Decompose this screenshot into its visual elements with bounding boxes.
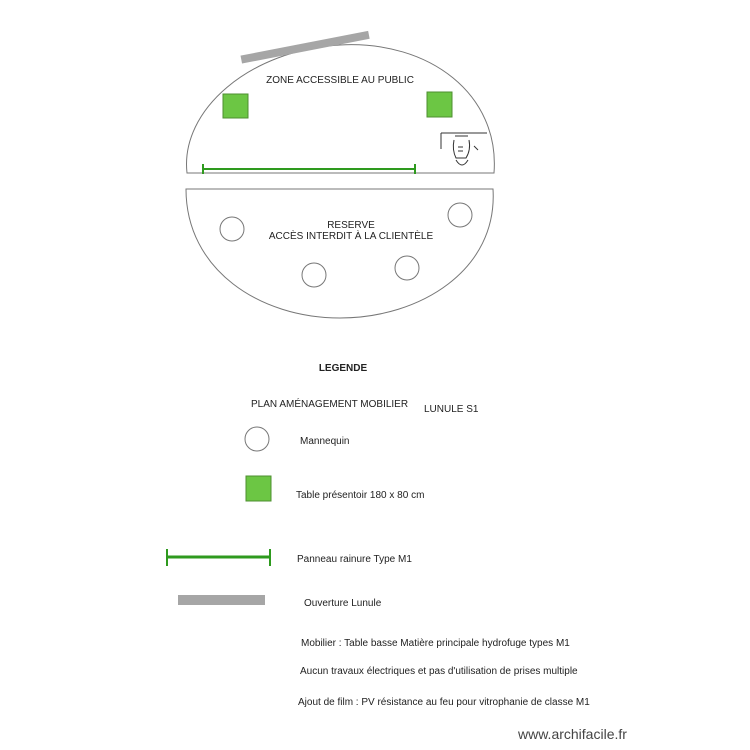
- public-zone-label: ZONE ACCESSIBLE AU PUBLIC: [266, 75, 414, 86]
- project-name: LUNULE S1: [424, 404, 479, 415]
- legend-item-table: Table présentoir 180 x 80 cm: [296, 490, 425, 501]
- mannequin: [395, 256, 419, 280]
- mannequin: [448, 203, 472, 227]
- legend-table-symbol: [246, 476, 271, 501]
- note-electrical: Aucun travaux électriques et pas d'utilisation de prises multiple: [300, 666, 578, 677]
- legend-item-mannequin: Mannequin: [300, 436, 350, 447]
- mannequin: [302, 263, 326, 287]
- reserve-zone-outline: [186, 189, 493, 318]
- note-furniture: Mobilier : Table basse Matière principale hydrofuge types M1: [301, 638, 570, 649]
- note-film: Ajout de film : PV résistance au feu pour vitrophanie de classe M1: [298, 697, 590, 708]
- reserve-restriction-label: ACCÈS INTERDIT À LA CLIENTÈLE: [268, 231, 434, 242]
- legend-title: LEGENDE: [318, 363, 368, 374]
- legend-item-panel: Panneau rainure Type M1: [297, 554, 412, 565]
- legend-item-opening: Ouverture Lunule: [304, 598, 382, 609]
- watermark: www.archifacile.fr: [518, 726, 627, 742]
- display-table-left: [223, 94, 248, 118]
- legend-subtitle: PLAN AMÉNAGEMENT MOBILIER: [251, 399, 409, 410]
- reserve-label: RESERVE: [327, 220, 375, 231]
- mannequin: [220, 217, 244, 241]
- display-table-right: [427, 92, 452, 117]
- legend-mannequin-symbol: [245, 427, 269, 451]
- legend-opening-symbol: [178, 595, 265, 605]
